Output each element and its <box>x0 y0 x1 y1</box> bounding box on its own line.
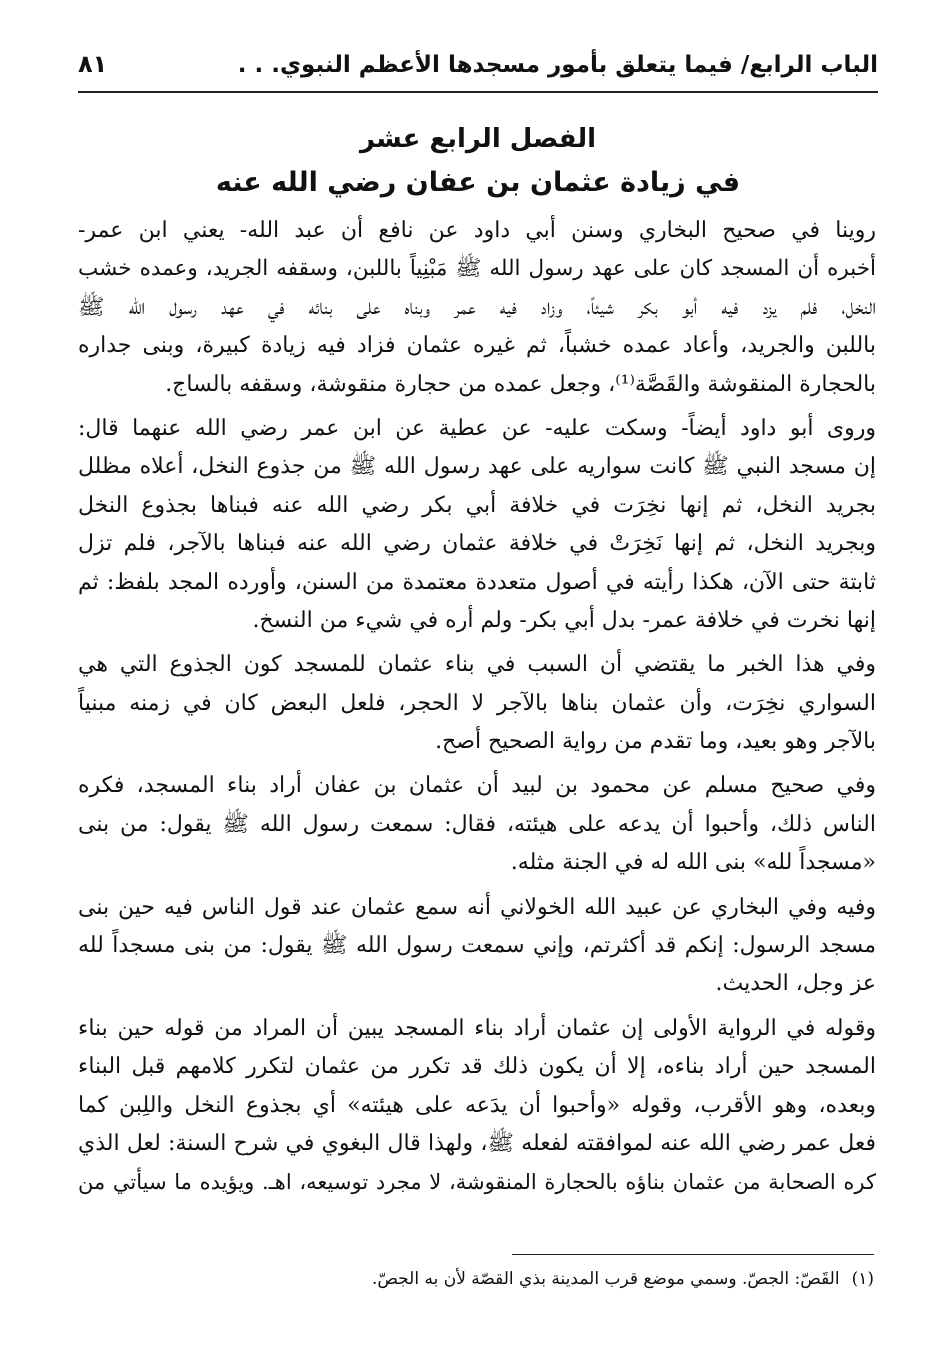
paragraph <box>78 1010 876 1202</box>
footnote <box>78 1264 874 1294</box>
body-text <box>78 212 876 1208</box>
text-line: فعل عمر رضي الله عنه لموافقته لفعله ﷺ، ولهذا قال البغوي في شرح السنة: لعل الذي <box>78 1130 876 1156</box>
paragraph <box>78 212 876 404</box>
text-line: النخل، فلم يزد فيه أبو بكر شيئاً، وزاد فيه عمر وبناه على بنائه في عهد رسول الله ﷺ <box>78 294 876 320</box>
footnote-marker: (١) <box>851 1269 874 1289</box>
footnote-rule <box>512 1254 874 1255</box>
text-line: إن مسجد النبي ﷺ كانت سواريه على عهد رسول الله ﷺ من جذوع النخل، أعلاه مظلل <box>78 454 876 480</box>
text-line: باللبن والجريد، وأعاد عمده خشباً، ثم غيره عثمان فزاد فيه زيادة كبيرة، وبنى جداره <box>78 333 876 359</box>
running-header <box>78 46 878 92</box>
text-line: وفي صحيح مسلم عن محمود بن لبيد أن عثمان بن عفان أراد بناء المسجد، فكره <box>78 773 876 799</box>
text-line: ثابتة حتى الآن، هكذا رأيته في أصول متعددة معتمدة من السنن، وأورده المجد بلفظ: ثم <box>78 569 876 595</box>
text-line: عز وجل، الحديث. <box>715 971 876 997</box>
footnote-text: القَصّ: الجصّ. وسمي موضع قرب المدينة بذي القصّة لأن به الجصّ. <box>371 1269 840 1289</box>
chapter-subtitle: في زيادة عثمان بن عفان رضي الله عنه <box>215 167 741 198</box>
running-title: الباب الرابع/ فيما يتعلق بأمور مسجدها الأعظم النبوي. . . <box>237 52 878 78</box>
text-line: بالآجر وهو بعيد، وما تقدم من رواية الصحيح أصح. <box>435 729 876 755</box>
text-line: المسجد حين أراد بناءه، إلا أن يكون ذلك قد تكرر من عثمان لتكرر كلامهم قبل البناء <box>78 1054 876 1080</box>
text-line: «مسجداً لله» بنى الله له في الجنة مثله. <box>510 850 876 876</box>
text-line: بجريد النخل، ثم إنها نخِرَت في خلافة أبي بكر رضي الله عنه فبناها بجذوع النخل <box>78 492 876 518</box>
paragraph <box>78 889 876 1004</box>
paragraph <box>78 410 876 640</box>
text-line: وروى أبو داود أيضاً- وسكت عليه- عن عطية عن ابن عمر رضي الله عنهما قال: <box>78 415 876 441</box>
text-line: وقوله في الرواية الأولى إن عثمان أراد بناء المسجد يبين أن المراد من قوله حين بناء <box>78 1015 876 1041</box>
text-line: مسجد الرسول: إنكم قد أكثرتم، وإني سمعت رسول الله ﷺ يقول: من بنى مسجداً لله <box>78 933 876 959</box>
text-line: أخبره أن المسجد كان على عهد رسول الله ﷺ مَبْنِياً باللبن، وسقفه الجريد، وعمده خشب <box>78 256 876 282</box>
chapter-title: الفصل الرابع عشر <box>360 124 596 154</box>
text-line: السواري نخِرَت، وأن عثمان بناها بالآجر لا الحجر، فلعل البعض كان في زمنه مبنياً <box>78 690 876 716</box>
header-rule <box>78 91 878 93</box>
text-line: وفيه وفي البخاري عن عبيد الله الخولاني أنه سمع عثمان عند قول الناس فيه حين بنى <box>78 894 876 920</box>
text-line: وبجريد النخل، ثم إنها نَخِرَتْ في خلافة عثمان رضي الله عنه فبناها بالآجر، فلم تزل <box>78 531 876 557</box>
text-line: إنها نخرت في خلافة عمر- بدل أبي بكر- ولم أره في شيء من النسخ. <box>252 607 876 633</box>
paragraph <box>78 646 876 761</box>
text-line: وبعده، وهو الأقرب، وقوله «وأحبوا أن يدَعه على هيئته» أي بجذوع النخل واللِبن كما <box>78 1092 876 1118</box>
text-line: كره الصحابة من عثمان بناؤه بالحجارة المنقوشة، لا مجرد توسيعه، اهـ. ويؤيده ما سيأتي من <box>78 1170 876 1195</box>
text-line: روينا في صحيح البخاري وسنن أبي داود عن نافع أن عبد الله- يعني ابن عمر- <box>78 218 876 243</box>
text-line: بالحجارة المنقوشة والقَصَّة⁽¹⁾، وجعل عمده من حجارة منقوشة، وسقفه بالساج. <box>165 371 876 397</box>
paragraph <box>78 767 876 882</box>
page-number: ٨١ <box>78 50 108 78</box>
text-line: الناس ذلك، وأحبوا أن يدعه على هيئته، فقال: سمعت رسول الله ﷺ يقول: من بنى <box>78 811 876 837</box>
text-line: وفي هذا الخبر ما يقتضي أن السبب في بناء عثمان للمسجد كون الجذوع التي هي <box>78 652 876 678</box>
